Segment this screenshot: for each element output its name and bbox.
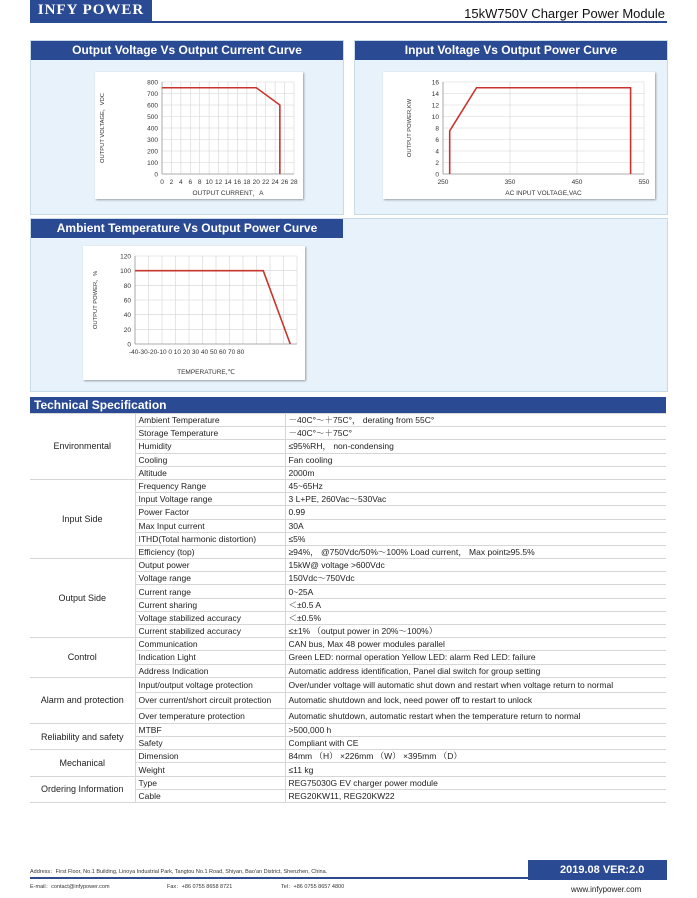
spec-item-value: Automatic shutdown and lock, need power off to restart to unlock	[285, 693, 666, 708]
y-tick-label: 6	[435, 137, 439, 144]
x-axis-title: TEMPERATURE,℃	[177, 369, 235, 376]
spec-row	[30, 638, 666, 651]
y-tick-label: 16	[431, 79, 439, 87]
spec-item-label: Communication	[135, 638, 285, 651]
website-link[interactable]: www.infypower.com	[571, 885, 642, 894]
spec-item-value: ≤11 kg	[285, 763, 666, 776]
x-tick-label: 4	[179, 179, 183, 186]
spec-item-label: Voltage range	[135, 572, 285, 585]
y-tick-label: 0	[127, 341, 131, 349]
chart-title: Ambient Temperature Vs Output Power Curve	[31, 219, 343, 238]
spec-item-label: Address Indication	[135, 664, 285, 677]
spec-item-label: Safety	[135, 737, 285, 750]
x-tick-label: 0	[160, 179, 164, 186]
y-tick-label: 120	[120, 253, 131, 261]
spec-item-label: Output power	[135, 559, 285, 572]
x-tick-label: 22	[262, 179, 270, 186]
x-tick-label: 2	[169, 179, 174, 186]
header-rule	[30, 21, 667, 23]
spec-item-value: Fan cooling	[285, 453, 666, 466]
spec-category: Output Side	[30, 559, 135, 638]
spec-item-label: Type	[135, 776, 285, 789]
spec-item-label: Weight	[135, 763, 285, 776]
x-tick-label: 14	[224, 179, 232, 186]
spec-item-value: ≤5%	[285, 532, 666, 545]
brand-logo: INFY POWER	[30, 0, 152, 21]
x-tick-label: 18	[243, 179, 251, 186]
footer-tel: Tel：+86 0755 8657 4800	[281, 884, 345, 890]
spec-item-value: >500,000 h	[285, 723, 666, 736]
y-tick-label: 14	[431, 91, 439, 98]
spec-item-label: Voltage stabilized accuracy	[135, 611, 285, 624]
x-tick-label: 10	[205, 179, 213, 186]
spec-item-value: ≤95%RH， non-condensing	[285, 440, 666, 453]
x-tick-label: 24	[271, 179, 279, 186]
spec-item-value: ≥94%， @750Vdc/50%～100% Load current， Max point≥95.5%	[285, 545, 666, 558]
chart-voltage-current	[95, 72, 303, 199]
spec-item-label: Indication Light	[135, 651, 285, 664]
spec-category: Mechanical	[30, 750, 135, 776]
spec-item-value: 0~25A	[285, 585, 666, 598]
spec-item-value: 15kW@ voltage >600Vdc	[285, 559, 666, 572]
spec-section-title: Technical Specification	[30, 397, 666, 413]
spec-item-value: 30A	[285, 519, 666, 532]
y-tick-label: 2	[435, 160, 439, 167]
spec-item-label: Over temperature protection	[135, 708, 285, 723]
spec-row	[30, 479, 666, 492]
spec-item-value: Compliant with CE	[285, 737, 666, 750]
spec-row	[30, 776, 666, 789]
spec-category: Control	[30, 638, 135, 678]
series-line	[162, 88, 280, 174]
spec-item-label: Input Voltage range	[135, 493, 285, 506]
y-tick-label: 60	[123, 297, 131, 305]
y-axis-title: OUTPUT POWER,KW	[407, 98, 413, 158]
x-tick-label: 450	[571, 179, 583, 186]
y-tick-label: 100	[147, 160, 158, 167]
series-line	[135, 271, 290, 344]
chart-card	[95, 72, 303, 199]
chart-input-power	[383, 72, 655, 199]
spec-item-value: ＜±0.5 A	[285, 598, 666, 611]
y-tick-label: 800	[147, 79, 158, 87]
spec-item-value: CAN bus, Max 48 power modules parallel	[285, 638, 666, 651]
spec-item-label: Over current/short circuit protection	[135, 693, 285, 708]
y-tick-label: 600	[147, 102, 158, 110]
footer-fax: Fax：+86 0755 8658 8721	[167, 884, 233, 890]
spec-row	[30, 750, 666, 763]
x-tick-label: 6	[188, 179, 193, 186]
spec-item-label: Ambient Temperature	[135, 414, 285, 427]
spec-item-label: Max Input current	[135, 519, 285, 532]
x-tick-label: 20	[252, 179, 260, 186]
y-tick-label: 10	[431, 114, 439, 121]
chart-title: Output Voltage Vs Output Current Curve	[31, 41, 343, 60]
spec-item-value: 2000m	[285, 466, 666, 479]
spec-item-value: 45~65Hz	[285, 479, 666, 492]
y-tick-label: 0	[154, 171, 158, 179]
spec-item-label: Input/output voltage protection	[135, 677, 285, 692]
spec-item-label: Dimension	[135, 750, 285, 763]
y-tick-label: 40	[123, 312, 131, 320]
x-tick-label: 28	[290, 179, 298, 186]
chart-temperature-power	[83, 246, 305, 380]
spec-item-label: Altitude	[135, 466, 285, 479]
spec-item-value: Automatic address identification, Panel dial switch for group setting	[285, 664, 666, 677]
chart-panel-input-power	[354, 40, 668, 215]
x-tick-label: 16	[233, 179, 242, 186]
y-tick-label: 12	[431, 102, 439, 110]
spec-item-label: Humidity	[135, 440, 285, 453]
spec-row	[30, 559, 666, 572]
y-tick-label: 300	[147, 137, 158, 144]
y-tick-label: 500	[147, 114, 158, 121]
x-axis-title: OUTPUT CURRENT，A	[192, 190, 264, 197]
x-axis-title: AC INPUT VOLTAGE,VAC	[505, 190, 582, 197]
spec-category: Ordering Information	[30, 776, 135, 802]
document-title: 15kW750V Charger Power Module	[464, 6, 665, 21]
spec-item-label: Storage Temperature	[135, 427, 285, 440]
spec-category: Alarm and protection	[30, 677, 135, 723]
spec-item-label: Cooling	[135, 453, 285, 466]
spec-item-label: Frequency Range	[135, 479, 285, 492]
spec-category: Environmental	[30, 414, 135, 480]
x-tick-label: 12	[214, 179, 223, 186]
footer-email: E-mail：contact@infypower.com	[30, 884, 110, 890]
spec-item-label: Current stabilized accuracy	[135, 625, 285, 638]
spec-item-value: REG20KW11, REG20KW22	[285, 789, 666, 802]
chart-card	[383, 72, 655, 199]
spec-item-label: Efficiency (top)	[135, 545, 285, 558]
y-tick-label: 100	[120, 268, 131, 276]
spec-item-value: Automatic shutdown, automatic restart when the temperature return to normal	[285, 708, 666, 723]
y-axis-title: OUTPUT VOLTAGE，VDC	[100, 93, 106, 163]
x-tick-label: 250	[437, 179, 449, 186]
x-tick-label: 550	[638, 179, 650, 186]
spec-item-value: 150Vdc～750Vdc	[285, 572, 666, 585]
spec-row	[30, 723, 666, 736]
y-tick-label: 700	[147, 91, 158, 98]
y-axis-title: OUTPUT POWER，%	[93, 270, 99, 330]
x-tick-labels: -40-30-20-10 0 10 20 30 40 50 60 70 80	[129, 349, 245, 356]
x-tick-label: 350	[504, 179, 516, 186]
spec-item-label: ITHD(Total harmonic distortion)	[135, 532, 285, 545]
spec-item-label: Cable	[135, 789, 285, 802]
spec-row	[30, 677, 666, 692]
spec-item-value: ≤±1% （output power in 20%～100%）	[285, 625, 666, 638]
spec-item-label: Current sharing	[135, 598, 285, 611]
footer-rule	[30, 877, 540, 879]
spec-item-value: 0.99	[285, 506, 666, 519]
spec-item-label: Current range	[135, 585, 285, 598]
y-tick-label: 0	[435, 171, 439, 179]
spec-item-value: 84mm （H） ×226mm （W） ×395mm （D）	[285, 750, 666, 763]
spec-item-label: MTBF	[135, 723, 285, 736]
spec-item-value: －40C°～＋75C°， derating from 55C°	[285, 414, 666, 427]
spec-item-value: －40C°～＋75C°	[285, 427, 666, 440]
y-tick-label: 200	[147, 148, 158, 156]
x-tick-label: 8	[197, 179, 202, 186]
spec-item-value: ＜±0.5%	[285, 611, 666, 624]
spec-table	[30, 413, 666, 803]
chart-panel-voltage-current	[30, 40, 344, 215]
series-line	[450, 88, 631, 174]
version-label: 2019.08 VER:2.0	[560, 864, 645, 876]
spec-item-value: Green LED: normal operation Yellow LED: alarm Red LED: failure	[285, 651, 666, 664]
footer-address: Address：First Floor, No.1 Building, Linoya Industrial Park, Tangtou No.1 Road, Shiyan, Bao'an District, Shenzhen, China.	[30, 869, 328, 875]
spec-item-value: REG75030G EV charger power module	[285, 776, 666, 789]
spec-item-label: Power Factor	[135, 506, 285, 519]
spec-category: Input Side	[30, 479, 135, 558]
y-tick-label: 8	[435, 125, 439, 133]
x-tick-label: 26	[280, 179, 289, 186]
y-tick-label: 20	[123, 326, 131, 334]
y-tick-label: 4	[435, 148, 439, 156]
spec-item-value: 3 L+PE, 260Vac～530Vac	[285, 493, 666, 506]
chart-card	[83, 246, 305, 380]
spec-item-value: Over/under voltage will automatic shut down and restart when voltage return to normal	[285, 677, 666, 692]
y-tick-label: 80	[123, 282, 131, 290]
y-tick-label: 400	[147, 125, 158, 133]
chart-title: Input Voltage Vs Output Power Curve	[355, 41, 667, 60]
spec-category: Reliability and safety	[30, 723, 135, 749]
chart-panel-temperature-power	[30, 218, 668, 392]
spec-row	[30, 414, 666, 427]
